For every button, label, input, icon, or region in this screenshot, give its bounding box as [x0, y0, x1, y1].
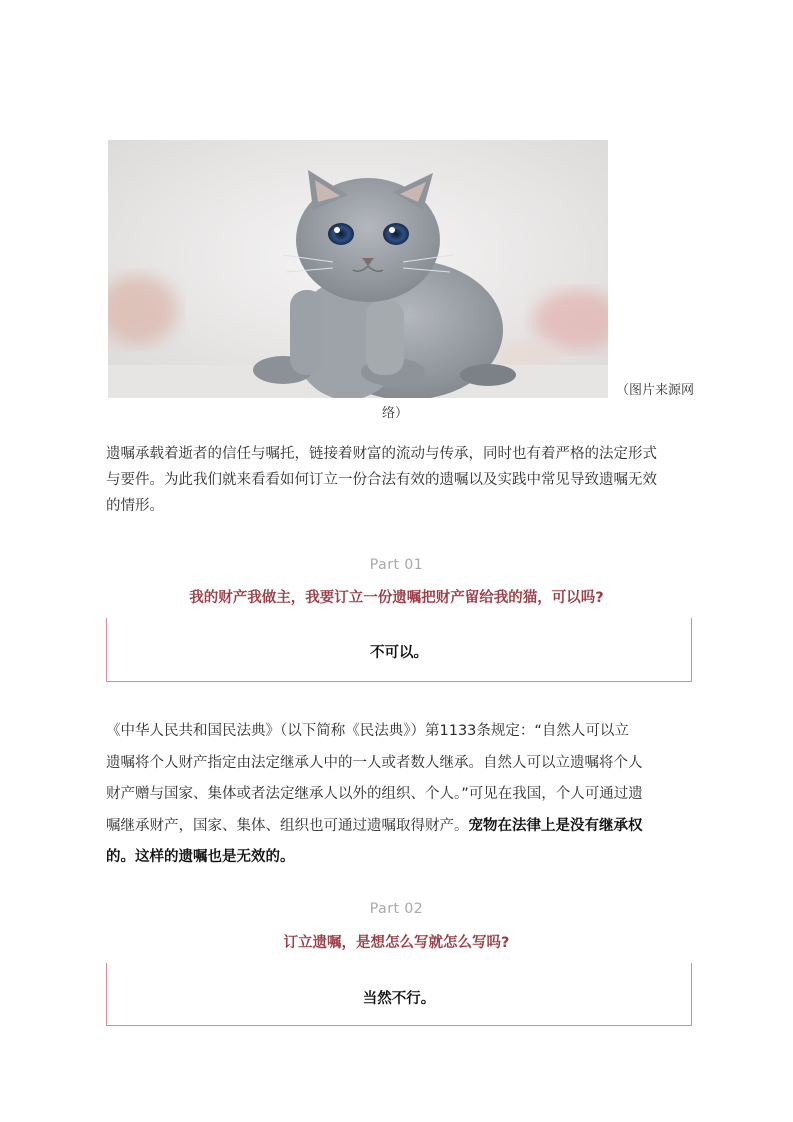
part-01-label: Part 01 — [369, 557, 424, 573]
part-02-answer-box — [106, 963, 692, 1026]
intro-line: 的情形。 — [106, 498, 164, 514]
law-line: 《中华人民共和国民法典》（以下简称《民法典》）第1133条规定：“自然人可以立 — [106, 723, 629, 739]
law-line-bold: 的。这样的遗嘱也是无效的。 — [106, 849, 295, 865]
part-01-question: 我的财产我做主，我要订立一份遗嘱把财产留给我的猫，可以吗? — [189, 590, 604, 606]
part-01-answer: 不可以。 — [370, 645, 428, 661]
intro-line: 与要件。为此我们就来看看如何订立一份合法有效的遗嘱以及实践中常见导致遗嘱无效 — [106, 472, 657, 488]
law-line — [106, 842, 692, 874]
kitten-photo — [108, 140, 608, 398]
part-02-answer: 当然不行。 — [362, 991, 436, 1007]
law-line: 财产赠与国家、集体或者法定继承人以外的组织、个人。”可见在我国，个人可通过遗 — [106, 786, 643, 802]
image-caption-line1: （图片来源网 — [616, 383, 695, 398]
law-line-normal: 嘱继承财产，国家、集体、组织也可通过遗嘱取得财产。 — [106, 817, 469, 834]
law-line — [106, 811, 692, 843]
law-line: 遗嘱将个人财产指定由法定继承人中的一人或者数人继承。自然人可以立遗嘱将个人 — [106, 754, 643, 771]
image-caption-line2: 络） — [382, 406, 409, 421]
intro-paragraph — [106, 441, 692, 519]
part-02-label: Part 02 — [369, 901, 424, 917]
law-line-bold: 宠物在法律上是没有继承权 — [468, 817, 643, 834]
intro-line: 遗嘱承载着逝者的信任与嘱托，链接着财富的流动与传承，同时也有着严格的法定形式 — [106, 446, 657, 462]
part-02-question: 订立遗嘱，是想怎么写就怎么写吗? — [283, 935, 510, 951]
law-paragraph — [106, 716, 692, 874]
part-01-answer-box — [106, 618, 692, 682]
